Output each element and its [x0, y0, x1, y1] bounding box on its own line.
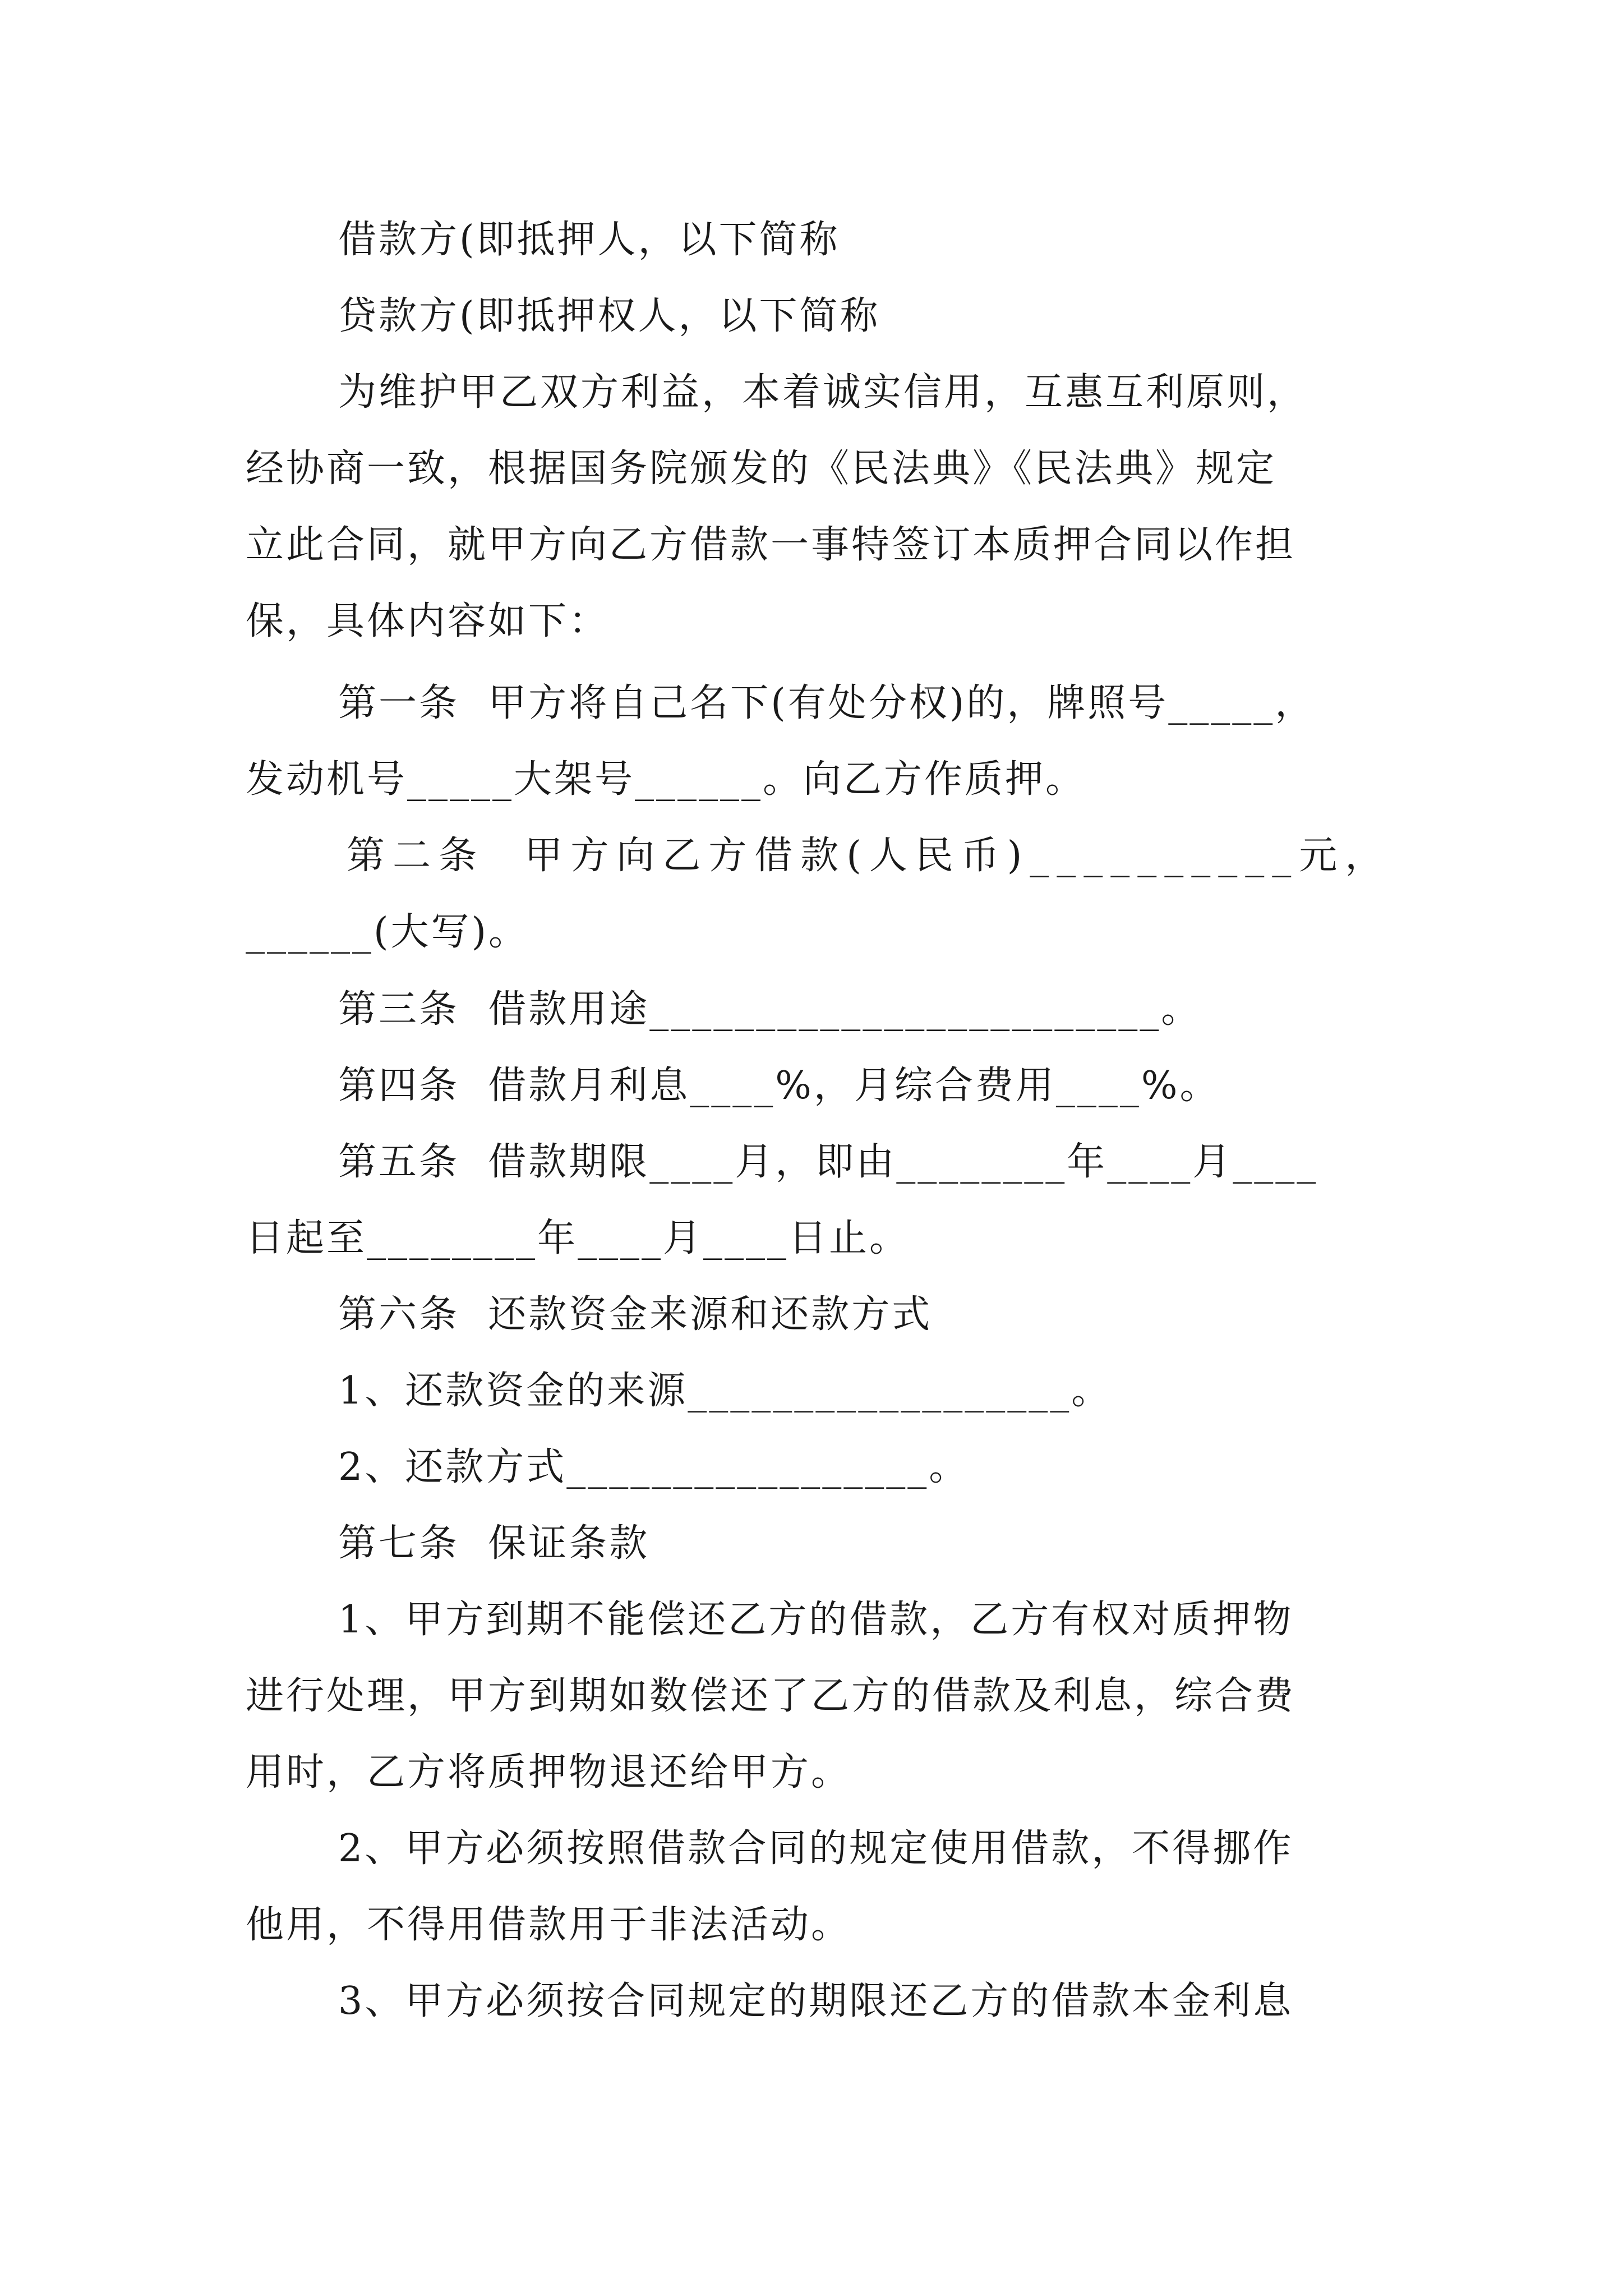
lender-line: 贷款方(即抵押权人，以下简称 [338, 294, 880, 338]
article-7-heading: 第七条 保证条款 [338, 1521, 650, 1566]
article-6-item-2: 2、还款方式_________________。 [338, 1445, 970, 1489]
borrower-line: 借款方(即抵押人，以下简称 [338, 218, 840, 262]
article-2-line-2: ______(大写)。 [246, 910, 529, 954]
article-2-line-1: 第二条 甲方向乙方借款(人民币)__________元， [347, 834, 1391, 878]
article-3-line: 第三条 借款用途________________________。 [338, 987, 1202, 1032]
article-6-heading: 第六条 还款资金来源和还款方式 [338, 1292, 933, 1337]
preamble-line-2: 经协商一致，根据国务院颁发的《民法典》《民法典》规定 [246, 447, 1277, 491]
article-6-item-1: 1、还款资金的来源__________________。 [338, 1369, 1112, 1413]
article-7-item-1-l1: 1、甲方到期不能偿还乙方的借款，乙方有权对质押物 [338, 1598, 1294, 1642]
preamble-line-4: 保，具体内容如下： [246, 599, 610, 643]
article-5-line-2: 日起至________年____月____日止。 [246, 1216, 910, 1260]
article-7-item-3-l1: 3、甲方必须按合同规定的期限还乙方的借款本金利息 [338, 1979, 1294, 2023]
article-1-line-2: 发动机号_____大架号______。向乙方作质押。 [246, 757, 1086, 802]
preamble-line-3: 立此合同，就甲方向乙方借款一事特签订本质押合同以作担 [246, 523, 1296, 567]
article-5-line-1: 第五条 借款期限____月，即由________年____月____ [338, 1140, 1318, 1184]
preamble-line-1: 为维护甲乙双方利益，本着诚实信用，互惠互利原则， [338, 370, 1308, 415]
article-7-item-2-l1: 2、甲方必须按照借款合同的规定使用借款，不得挪作 [338, 1826, 1294, 1871]
article-7-item-1-l2: 进行处理，甲方到期如数偿还了乙方的借款及利息，综合费 [246, 1674, 1296, 1718]
article-7-item-1-l3: 用时，乙方将质押物退还给甲方。 [246, 1750, 852, 1795]
article-7-item-2-l2: 他用，不得用借款用于非法活动。 [246, 1903, 852, 1947]
article-1-line-1: 第一条 甲方将自己名下(有处分权)的，牌照号_____， [338, 681, 1316, 725]
article-4-line: 第四条 借款月利息____%，月综合费用____%。 [338, 1064, 1220, 1108]
